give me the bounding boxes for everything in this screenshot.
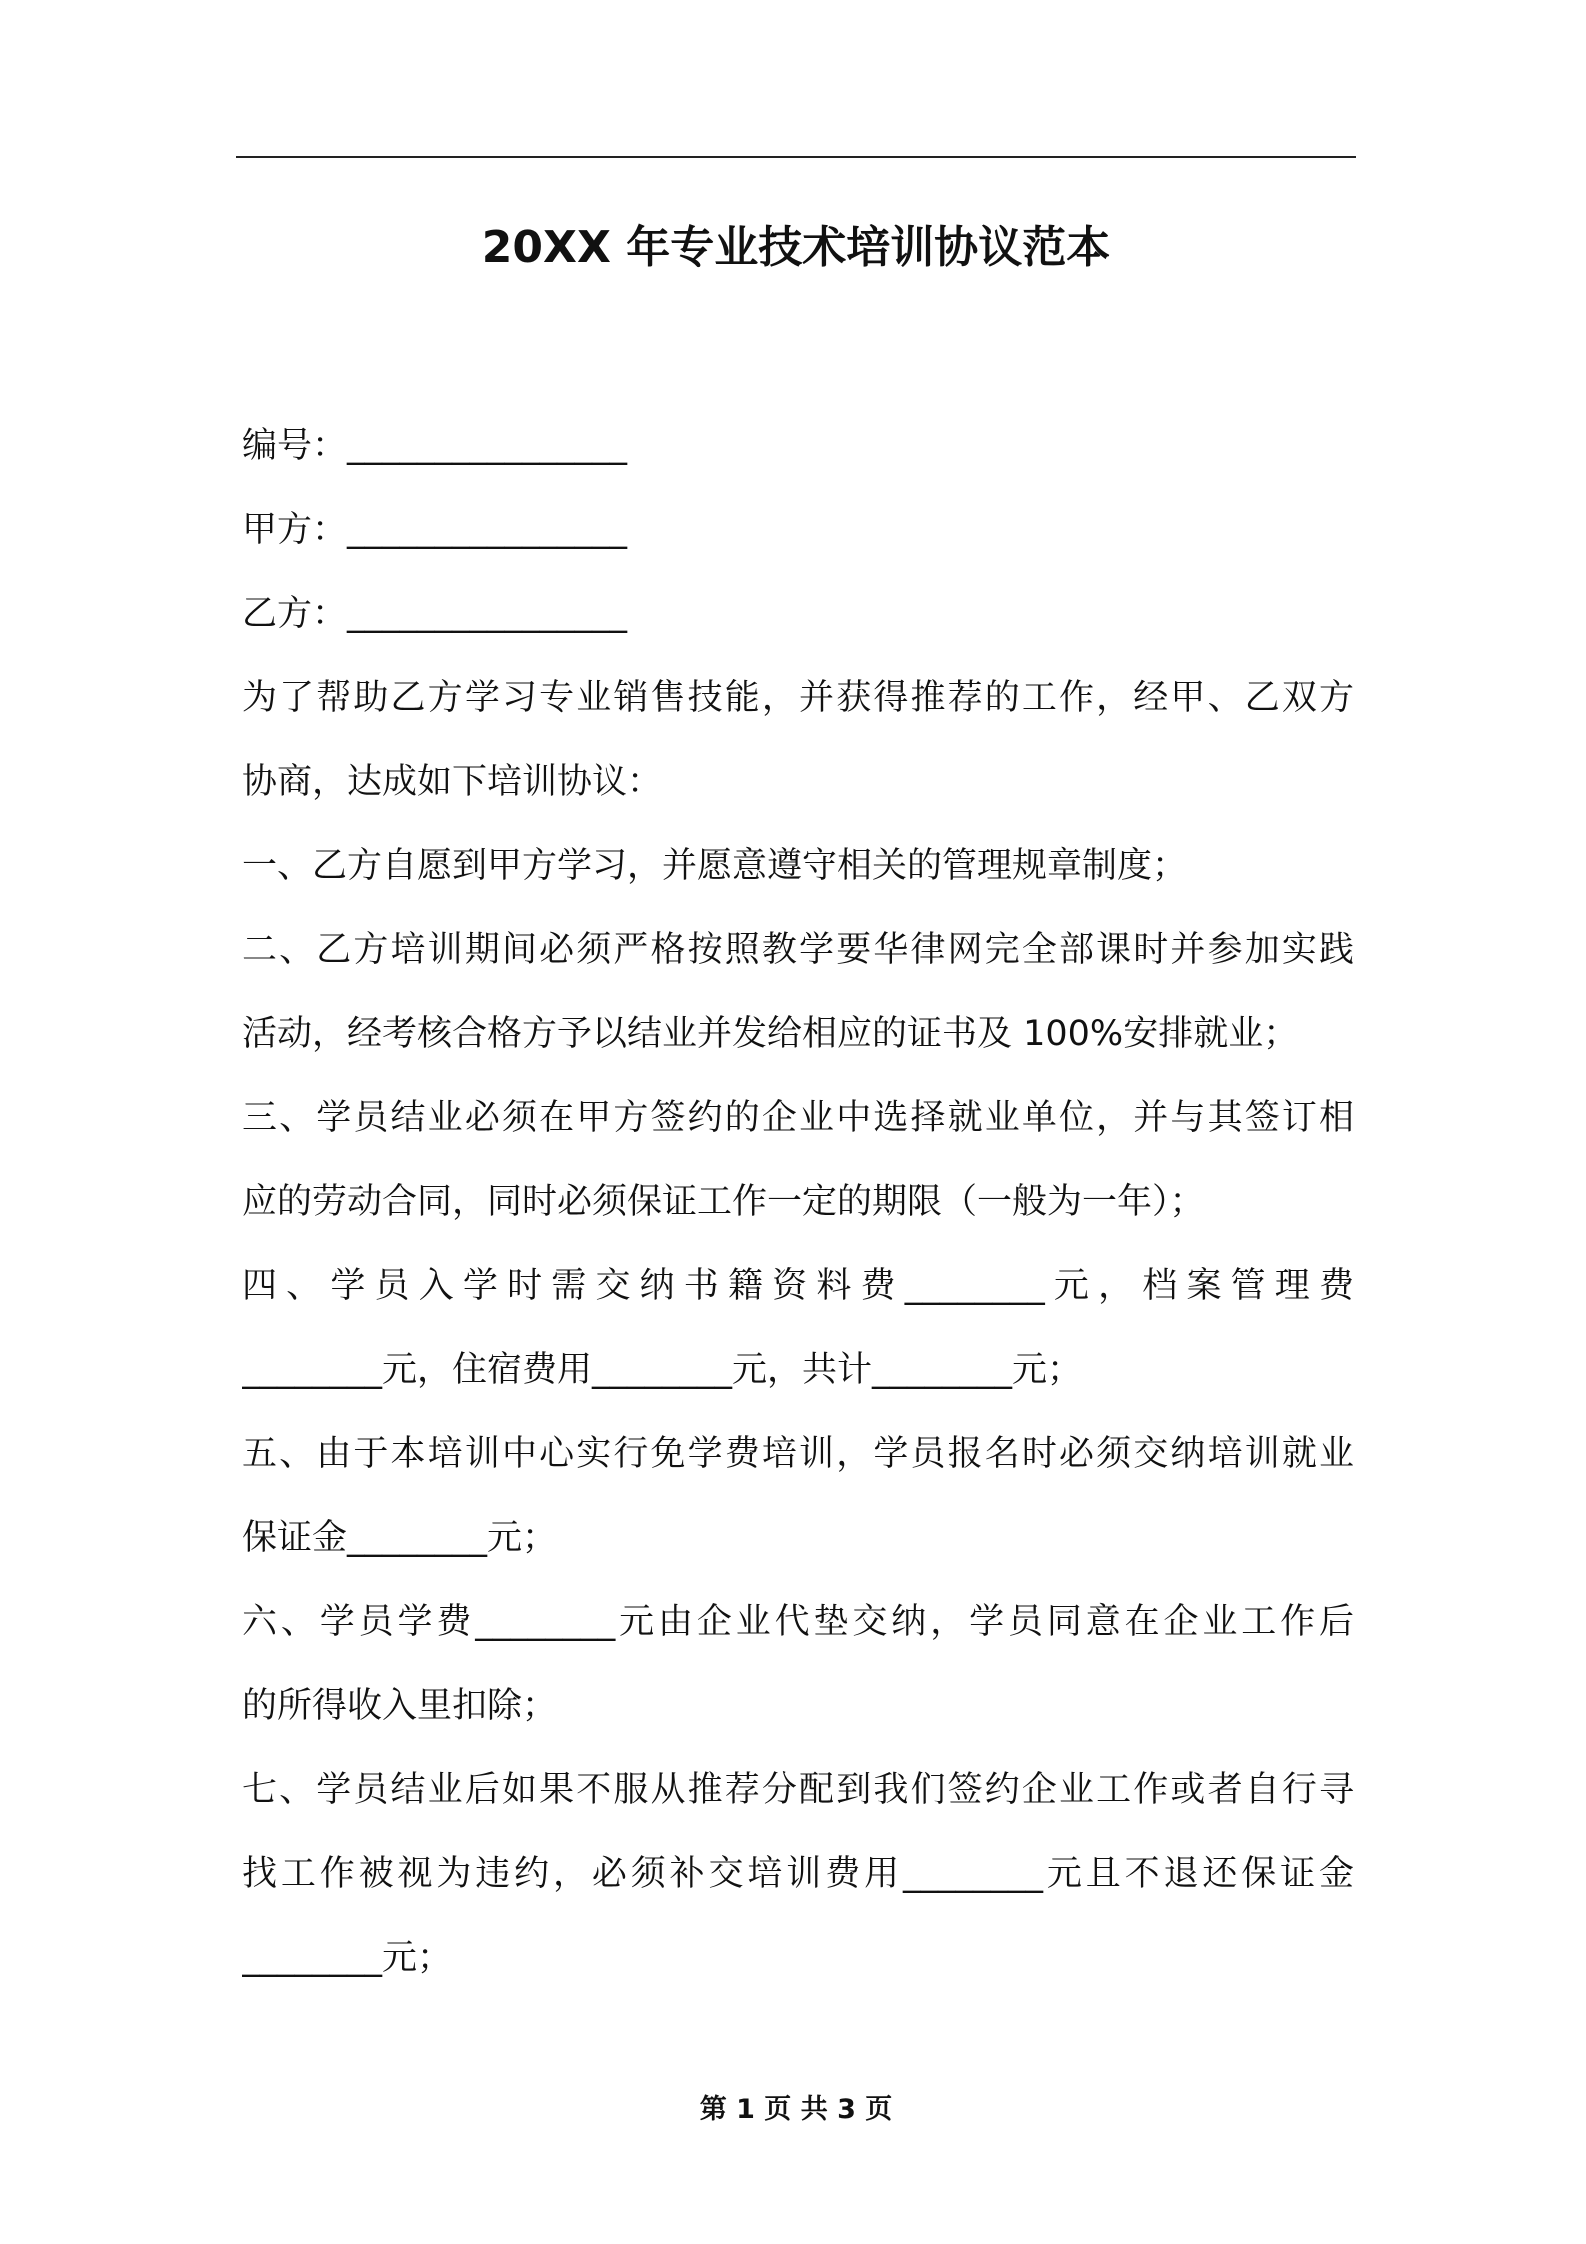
field-party-b: 乙方：________________ <box>242 594 628 634</box>
header-rule <box>236 156 1356 158</box>
clause-7-end: ________元； <box>242 1938 453 1978</box>
clause-3: 三、学员结业必须在甲方签约的企业中选择就业单位，并与其签订相 <box>242 1098 1354 1138</box>
document-body <box>242 404 1354 2000</box>
clause-2: 二、乙方培训期间必须严格按照教学要华律网完全部课时并参加实践 <box>242 930 1354 970</box>
clause-2-cont: 活动，经考核合格方予以结业并发给相应的证书及 100%安排就业； <box>242 1014 1299 1054</box>
clause-5-cont: 保证金________元； <box>242 1518 558 1558</box>
field-number: 编号：________________ <box>242 426 628 466</box>
paragraph-line: 协商，达成如下培训协议： <box>242 762 663 802</box>
clause-6: 六、学员学费________元由企业代垫交纳，学员同意在企业工作后 <box>242 1602 1354 1642</box>
clause-6-cont: 的所得收入里扣除； <box>242 1686 558 1726</box>
clause-3-cont: 应的劳动合同，同时必须保证工作一定的期限（一般为一年）； <box>242 1182 1205 1222</box>
page-indicator: 第 1 页 共 3 页 <box>699 2094 893 2125</box>
clause-7-cont: 找工作被视为违约，必须补交培训费用________元且不退还保证金 <box>242 1854 1354 1894</box>
paragraph-line: 为了帮助乙方学习专业销售技能，并获得推荐的工作，经甲、乙双方 <box>242 678 1354 718</box>
clause-7: 七、学员结业后如果不服从推荐分配到我们签约企业工作或者自行寻 <box>242 1770 1354 1810</box>
clause-4-cont: ________元，住宿费用________元，共计________元； <box>242 1350 1083 1390</box>
clause-5: 五、由于本培训中心实行免学费培训，学员报名时必须交纳培训就业 <box>242 1434 1354 1474</box>
field-party-a: 甲方：________________ <box>242 510 628 550</box>
document-title: 20XX 年专业技术培训协议范本 <box>481 222 1111 273</box>
clause-1: 一、乙方自愿到甲方学习，并愿意遵守相关的管理规章制度； <box>242 846 1188 886</box>
clause-4: 四、学员入学时需交纳书籍资料费________元，档案管理费 <box>242 1266 1354 1306</box>
